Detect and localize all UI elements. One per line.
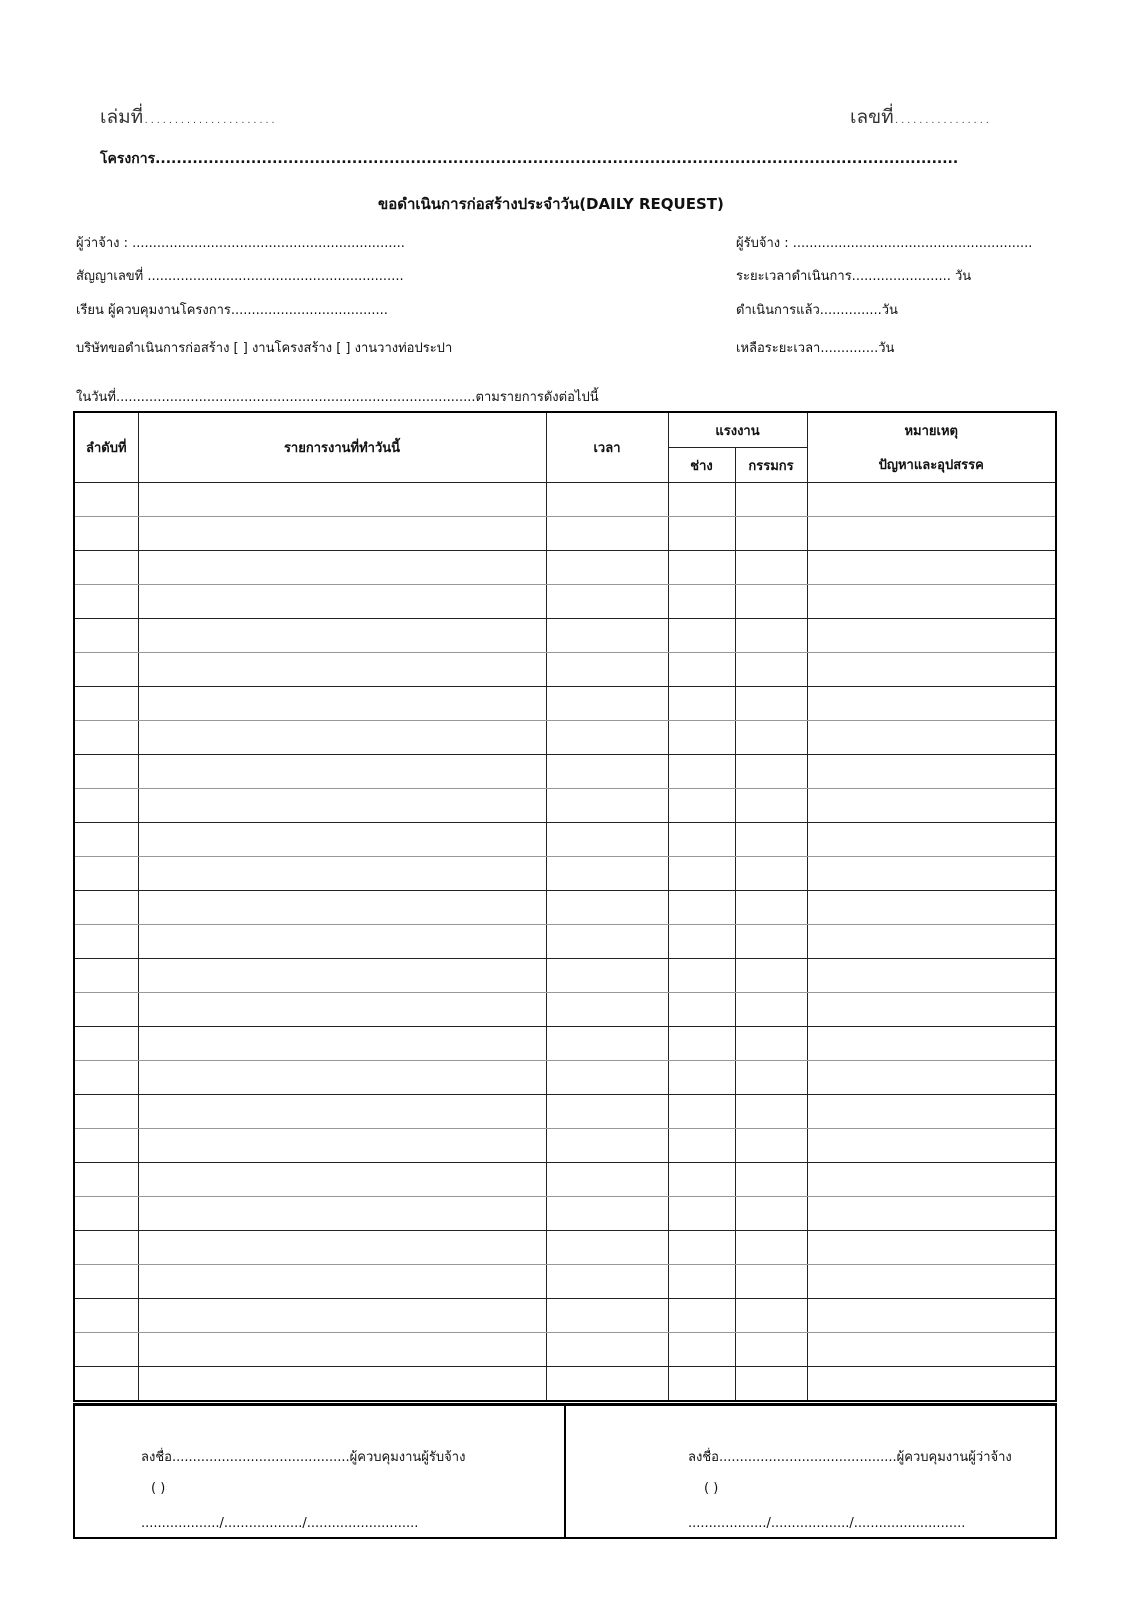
- table-cell[interactable]: [735, 1163, 807, 1197]
- table-cell[interactable]: [546, 959, 668, 993]
- table-row: [74, 585, 1056, 619]
- table-cell[interactable]: [807, 1129, 1056, 1163]
- attention-field: เรียน ผู้ควบคุมงานโครงการ......................................: [76, 303, 388, 318]
- table-cell[interactable]: [546, 517, 668, 551]
- table-cell[interactable]: [735, 959, 807, 993]
- contractor-field: ผู้รับจ้าง : ..........................................................: [736, 236, 1033, 251]
- table-cell[interactable]: [546, 585, 668, 619]
- table-row: [74, 1265, 1056, 1299]
- table-cell[interactable]: [807, 585, 1056, 619]
- col-note-header: หมายเหตุ: [807, 412, 1056, 448]
- table-cell[interactable]: [735, 1197, 807, 1231]
- col-tech-header: ช่าง: [668, 448, 735, 483]
- table-cell[interactable]: [138, 1163, 546, 1197]
- table-cell[interactable]: [668, 1163, 735, 1197]
- table-row: [74, 755, 1056, 789]
- table-cell[interactable]: [668, 1265, 735, 1299]
- table-cell[interactable]: [138, 653, 546, 687]
- table-row: [74, 823, 1056, 857]
- table-cell[interactable]: [74, 1095, 138, 1129]
- table-cell[interactable]: [735, 1333, 807, 1367]
- table-cell[interactable]: [807, 1095, 1056, 1129]
- table-cell[interactable]: [138, 1095, 546, 1129]
- table-cell[interactable]: [546, 1299, 668, 1333]
- table-cell[interactable]: [138, 1299, 546, 1333]
- table-cell[interactable]: [74, 1061, 138, 1095]
- table-cell[interactable]: [138, 1367, 546, 1402]
- table-cell[interactable]: [74, 619, 138, 653]
- table-cell[interactable]: [668, 1095, 735, 1129]
- table-cell[interactable]: [735, 755, 807, 789]
- table-row: [74, 517, 1056, 551]
- table-row: [74, 1163, 1056, 1197]
- table-cell[interactable]: [74, 925, 138, 959]
- table-cell[interactable]: [668, 755, 735, 789]
- contract-number-field: สัญญาเลขที่ ..............................................................: [76, 269, 404, 284]
- table-cell[interactable]: [138, 721, 546, 755]
- table-cell[interactable]: [546, 653, 668, 687]
- table-cell[interactable]: [735, 619, 807, 653]
- table-cell[interactable]: [668, 585, 735, 619]
- table-cell[interactable]: [668, 653, 735, 687]
- table-cell[interactable]: [74, 551, 138, 585]
- table-cell[interactable]: [138, 993, 546, 1027]
- table-row: [74, 959, 1056, 993]
- table-cell[interactable]: [138, 789, 546, 823]
- table-cell[interactable]: [546, 1197, 668, 1231]
- table-cell[interactable]: [138, 755, 546, 789]
- table-cell[interactable]: [807, 857, 1056, 891]
- table-cell[interactable]: [668, 687, 735, 721]
- table-cell[interactable]: [735, 925, 807, 959]
- table-cell[interactable]: [546, 1027, 668, 1061]
- table-cell[interactable]: [546, 755, 668, 789]
- col-note-sub-header: ปัญหาและอุปสรรค: [807, 448, 1056, 483]
- table-cell[interactable]: [74, 687, 138, 721]
- table-cell[interactable]: [668, 483, 735, 517]
- table-cell[interactable]: [74, 1299, 138, 1333]
- table-cell[interactable]: [74, 1163, 138, 1197]
- table-cell[interactable]: [807, 1333, 1056, 1367]
- table-cell[interactable]: [74, 653, 138, 687]
- signature-section: [73, 1403, 1057, 1539]
- table-cell[interactable]: [807, 1231, 1056, 1265]
- table-cell[interactable]: [546, 823, 668, 857]
- table-row: [74, 687, 1056, 721]
- table-cell[interactable]: [668, 517, 735, 551]
- table-cell[interactable]: [546, 891, 668, 925]
- table-cell[interactable]: [74, 721, 138, 755]
- table-cell[interactable]: [735, 993, 807, 1027]
- table-cell[interactable]: [807, 993, 1056, 1027]
- table-cell[interactable]: [546, 619, 668, 653]
- table-cell[interactable]: [807, 1027, 1056, 1061]
- table-cell[interactable]: [735, 687, 807, 721]
- table-cell[interactable]: [735, 1027, 807, 1061]
- table-row: [74, 1197, 1056, 1231]
- table-cell[interactable]: [138, 1333, 546, 1367]
- table-cell[interactable]: [138, 1027, 546, 1061]
- table-row: [74, 1231, 1056, 1265]
- table-cell[interactable]: [807, 1265, 1056, 1299]
- table-cell[interactable]: [546, 993, 668, 1027]
- contractor-name-paren[interactable]: ( ): [151, 1481, 166, 1496]
- employer-signature: [566, 1406, 1055, 1537]
- table-cell[interactable]: [735, 1265, 807, 1299]
- table-cell[interactable]: [546, 687, 668, 721]
- table-cell[interactable]: [546, 721, 668, 755]
- table-row: [74, 653, 1056, 687]
- table-cell[interactable]: [138, 857, 546, 891]
- table-cell[interactable]: [807, 687, 1056, 721]
- table-cell[interactable]: [735, 857, 807, 891]
- table-cell[interactable]: [138, 1129, 546, 1163]
- table-cell[interactable]: [546, 789, 668, 823]
- table-cell[interactable]: [807, 619, 1056, 653]
- table-cell[interactable]: [668, 1027, 735, 1061]
- table-cell[interactable]: [735, 517, 807, 551]
- elapsed-field: ดำเนินการแล้ว...............วัน: [736, 303, 898, 318]
- table-cell[interactable]: [546, 1333, 668, 1367]
- table-cell[interactable]: [74, 755, 138, 789]
- table-cell[interactable]: [546, 1061, 668, 1095]
- table-row: [74, 1367, 1056, 1402]
- table-cell[interactable]: [807, 755, 1056, 789]
- table-row: [74, 891, 1056, 925]
- table-cell[interactable]: [546, 1231, 668, 1265]
- table-cell[interactable]: [546, 1129, 668, 1163]
- table-cell[interactable]: [735, 1299, 807, 1333]
- table-row: [74, 551, 1056, 585]
- table-cell[interactable]: [735, 891, 807, 925]
- table-cell[interactable]: [74, 585, 138, 619]
- table-cell[interactable]: [138, 619, 546, 653]
- table-row: [74, 993, 1056, 1027]
- table-cell[interactable]: [807, 789, 1056, 823]
- table-cell[interactable]: [668, 1299, 735, 1333]
- table-cell[interactable]: [74, 1333, 138, 1367]
- table-row: [74, 1095, 1056, 1129]
- table-cell[interactable]: [74, 1129, 138, 1163]
- table-cell[interactable]: [138, 959, 546, 993]
- table-cell[interactable]: [138, 823, 546, 857]
- table-row: [74, 857, 1056, 891]
- table-cell[interactable]: [735, 585, 807, 619]
- table-cell[interactable]: [546, 857, 668, 891]
- employer-field: ผู้ว่าจ้าง : ..................................................................: [76, 236, 405, 251]
- table-cell[interactable]: [807, 1299, 1056, 1333]
- table-cell[interactable]: [807, 653, 1056, 687]
- table-cell[interactable]: [807, 1367, 1056, 1402]
- table-cell[interactable]: [138, 1265, 546, 1299]
- table-cell[interactable]: [74, 1367, 138, 1402]
- table-cell[interactable]: [74, 891, 138, 925]
- table-cell[interactable]: [138, 925, 546, 959]
- table-cell[interactable]: [735, 1367, 807, 1402]
- col-labor-header: แรงงาน: [668, 412, 807, 448]
- table-cell[interactable]: [735, 1061, 807, 1095]
- table-cell[interactable]: [735, 721, 807, 755]
- table-row: [74, 619, 1056, 653]
- table-cell[interactable]: [668, 823, 735, 857]
- contractor-date-line[interactable]: .................../.................../...........................: [141, 1516, 419, 1531]
- table-row: [74, 1333, 1056, 1367]
- date-line: ในวันที่.......................................................................................ตามรายการดังต่อไปนี้: [76, 390, 599, 405]
- table-cell[interactable]: [668, 959, 735, 993]
- table-cell[interactable]: [74, 857, 138, 891]
- table-cell[interactable]: [546, 1367, 668, 1402]
- table-cell[interactable]: [735, 1231, 807, 1265]
- col-worker-header: กรรมกร: [735, 448, 807, 483]
- table-cell[interactable]: [138, 483, 546, 517]
- table-cell[interactable]: [546, 925, 668, 959]
- col-no-header: ลำดับที่: [74, 412, 138, 483]
- table-cell[interactable]: [668, 789, 735, 823]
- table-cell[interactable]: [668, 891, 735, 925]
- table-cell[interactable]: [74, 1027, 138, 1061]
- table-cell[interactable]: [74, 993, 138, 1027]
- table-cell[interactable]: [138, 891, 546, 925]
- table-cell[interactable]: [735, 1129, 807, 1163]
- book-number: เล่มที่......................: [100, 106, 277, 128]
- table-cell[interactable]: [74, 789, 138, 823]
- table-cell[interactable]: [668, 1333, 735, 1367]
- table-cell[interactable]: [74, 1197, 138, 1231]
- table-cell[interactable]: [807, 959, 1056, 993]
- table-cell[interactable]: [668, 857, 735, 891]
- table-cell[interactable]: [668, 1367, 735, 1402]
- table-cell[interactable]: [138, 585, 546, 619]
- table-cell[interactable]: [807, 1061, 1056, 1095]
- table-cell[interactable]: [807, 551, 1056, 585]
- duration-field: ระยะเวลาดำเนินการ........................ วัน: [736, 269, 972, 284]
- table-cell[interactable]: [138, 687, 546, 721]
- table-cell[interactable]: [807, 721, 1056, 755]
- table-row: [74, 721, 1056, 755]
- table-cell[interactable]: [735, 653, 807, 687]
- table-cell[interactable]: [668, 1061, 735, 1095]
- table-row: [74, 1061, 1056, 1095]
- table-cell[interactable]: [735, 483, 807, 517]
- table-cell[interactable]: [735, 789, 807, 823]
- table-cell[interactable]: [807, 483, 1056, 517]
- table-cell[interactable]: [138, 1231, 546, 1265]
- col-item-header: รายการงานที่ทำวันนี้: [138, 412, 546, 483]
- table-cell[interactable]: [668, 1129, 735, 1163]
- table-cell[interactable]: [735, 551, 807, 585]
- table-cell[interactable]: [546, 1095, 668, 1129]
- table-cell[interactable]: [807, 1197, 1056, 1231]
- form-title: ขอดำเนินการก่อสร้างประจำวัน(DAILY REQUEST): [378, 195, 724, 213]
- table-cell[interactable]: [546, 1163, 668, 1197]
- table-cell[interactable]: [74, 823, 138, 857]
- employer-name-paren[interactable]: ( ): [704, 1481, 719, 1496]
- table-cell[interactable]: [807, 891, 1056, 925]
- table-cell[interactable]: [74, 483, 138, 517]
- work-type-checkboxes[interactable]: บริษัทขอดำเนินการก่อสร้าง [ ] งานโครงสร้าง [ ] งานวางท่อประปา: [76, 341, 453, 356]
- table-cell[interactable]: [138, 551, 546, 585]
- table-row: [74, 483, 1056, 517]
- contractor-sign-line[interactable]: ลงชื่อ...........................................ผู้ควบคุมงานผู้รับจ้าง: [141, 1450, 466, 1465]
- table-cell[interactable]: [735, 823, 807, 857]
- table-cell[interactable]: [668, 925, 735, 959]
- table-row: [74, 925, 1056, 959]
- table-cell[interactable]: [546, 551, 668, 585]
- employer-date-line[interactable]: .................../.................../...........................: [688, 1516, 966, 1531]
- table-cell[interactable]: [74, 1265, 138, 1299]
- table-cell[interactable]: [735, 1095, 807, 1129]
- table-cell[interactable]: [668, 1231, 735, 1265]
- table-cell[interactable]: [807, 517, 1056, 551]
- table-cell[interactable]: [546, 483, 668, 517]
- table-cell[interactable]: [138, 1197, 546, 1231]
- table-row: [74, 1027, 1056, 1061]
- table-cell[interactable]: [668, 551, 735, 585]
- table-cell[interactable]: [807, 823, 1056, 857]
- table-cell[interactable]: [138, 1061, 546, 1095]
- table-cell[interactable]: [668, 721, 735, 755]
- work-table: [73, 411, 1057, 1402]
- contractor-signature: [75, 1406, 566, 1537]
- col-time-header: เวลา: [546, 412, 668, 483]
- table-row: [74, 1299, 1056, 1333]
- table-cell[interactable]: [546, 1265, 668, 1299]
- table-cell[interactable]: [807, 1163, 1056, 1197]
- table-cell[interactable]: [807, 925, 1056, 959]
- employer-sign-line[interactable]: ลงชื่อ...........................................ผู้ควบคุมงานผู้ว่าจ้าง: [688, 1450, 1012, 1465]
- document-number: เลขที่................: [850, 106, 991, 128]
- table-row: [74, 789, 1056, 823]
- table-row: [74, 1129, 1056, 1163]
- table-cell[interactable]: [668, 619, 735, 653]
- remaining-field: เหลือระยะเวลา..............วัน: [736, 341, 895, 356]
- table-cell[interactable]: [668, 993, 735, 1027]
- project-field: โครงการ.......................................................................................................................................................: [100, 151, 959, 167]
- table-cell[interactable]: [138, 517, 546, 551]
- table-cell[interactable]: [668, 1197, 735, 1231]
- table-cell[interactable]: [74, 517, 138, 551]
- table-cell[interactable]: [74, 959, 138, 993]
- table-cell[interactable]: [74, 1231, 138, 1265]
